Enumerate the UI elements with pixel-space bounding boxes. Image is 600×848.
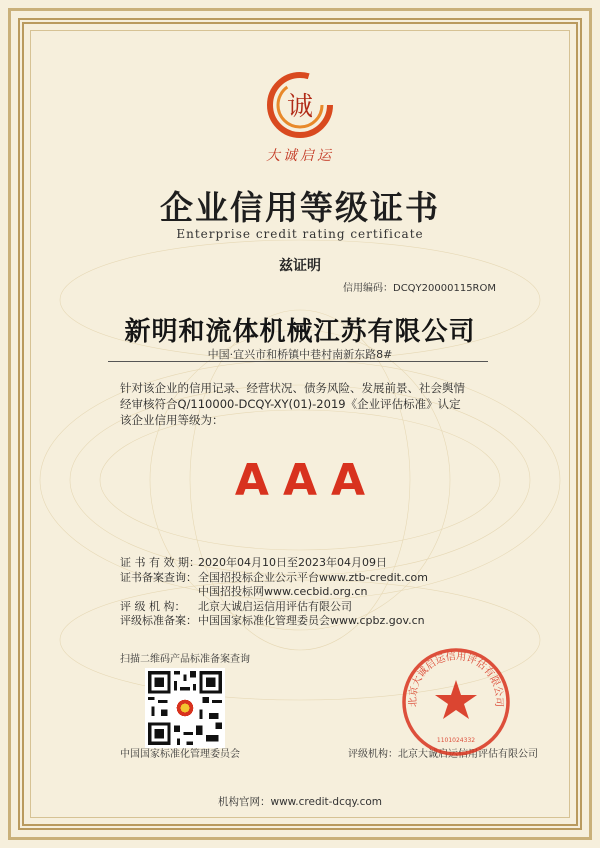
brand-name: 大诚启运 <box>266 148 334 164</box>
credit-grade: AAA <box>234 455 380 506</box>
agency-value: 北京大诚启运信用评估有限公司 <box>198 599 352 613</box>
record-value-1: 全国招投标企业公示平台www.ztb-credit.com <box>198 570 428 584</box>
website: 机构官网：www.credit-dcqy.com <box>217 796 383 808</box>
svg-text:1101024332: 1101024332 <box>436 737 476 744</box>
agency-label: 评 级 机 构： <box>120 599 186 613</box>
certificate-info <box>120 556 428 629</box>
company-name: 新明和流体机械江苏有限公司 <box>124 317 476 347</box>
qr-code-icon[interactable] <box>145 668 225 748</box>
standard-label: 评级标准备案： <box>120 614 197 627</box>
record-value-2: 中国招投标网www.cecbid.org.cn <box>198 585 368 598</box>
right-org: 评级机构：北京大诚启运信用评估有限公司 <box>348 749 538 760</box>
svg-text:北京大诚启运信用评估有限公司: 北京大诚启运信用评估有限公司 <box>407 651 505 708</box>
validity-label: 证 书 有 效 期： <box>120 556 200 569</box>
paragraph-line: 经审核符合Q/110000-DCQY-XY(01)-2019《企业评估标准》认定 <box>120 397 461 411</box>
validity-value: 2020年04月10日至2023年04月09日 <box>198 556 387 569</box>
svg-text:诚: 诚 <box>286 92 314 122</box>
paragraph-line: 针对该企业的信用记录、经营状况、债务风险、发展前景、社会舆情 <box>120 381 465 395</box>
divider <box>108 361 488 362</box>
left-org: 中国国家标准化管理委员会 <box>120 749 240 760</box>
certificate-subtitle: Enterprise credit rating certificate <box>176 227 424 241</box>
company-address: 中国·宜兴市和桥镇中巷村南新东路8# <box>207 348 393 361</box>
certificate-title: 企业信用等级证书 <box>160 188 440 227</box>
paragraph-line: 该企业信用等级为： <box>120 413 224 427</box>
standard-value: 中国国家标准化管理委员会www.cpbz.gov.cn <box>198 614 425 627</box>
record-label: 证书备案查询： <box>120 570 197 584</box>
official-seal <box>400 646 512 758</box>
brand-logo <box>265 70 335 140</box>
qr-caption: 扫描二维码产品标准备案查询 <box>120 654 250 665</box>
assessment-paragraph <box>120 380 500 428</box>
certify-text: 兹证明 <box>279 258 321 274</box>
credit-code: 信用编码：DCQY20000115ROM <box>343 283 497 294</box>
